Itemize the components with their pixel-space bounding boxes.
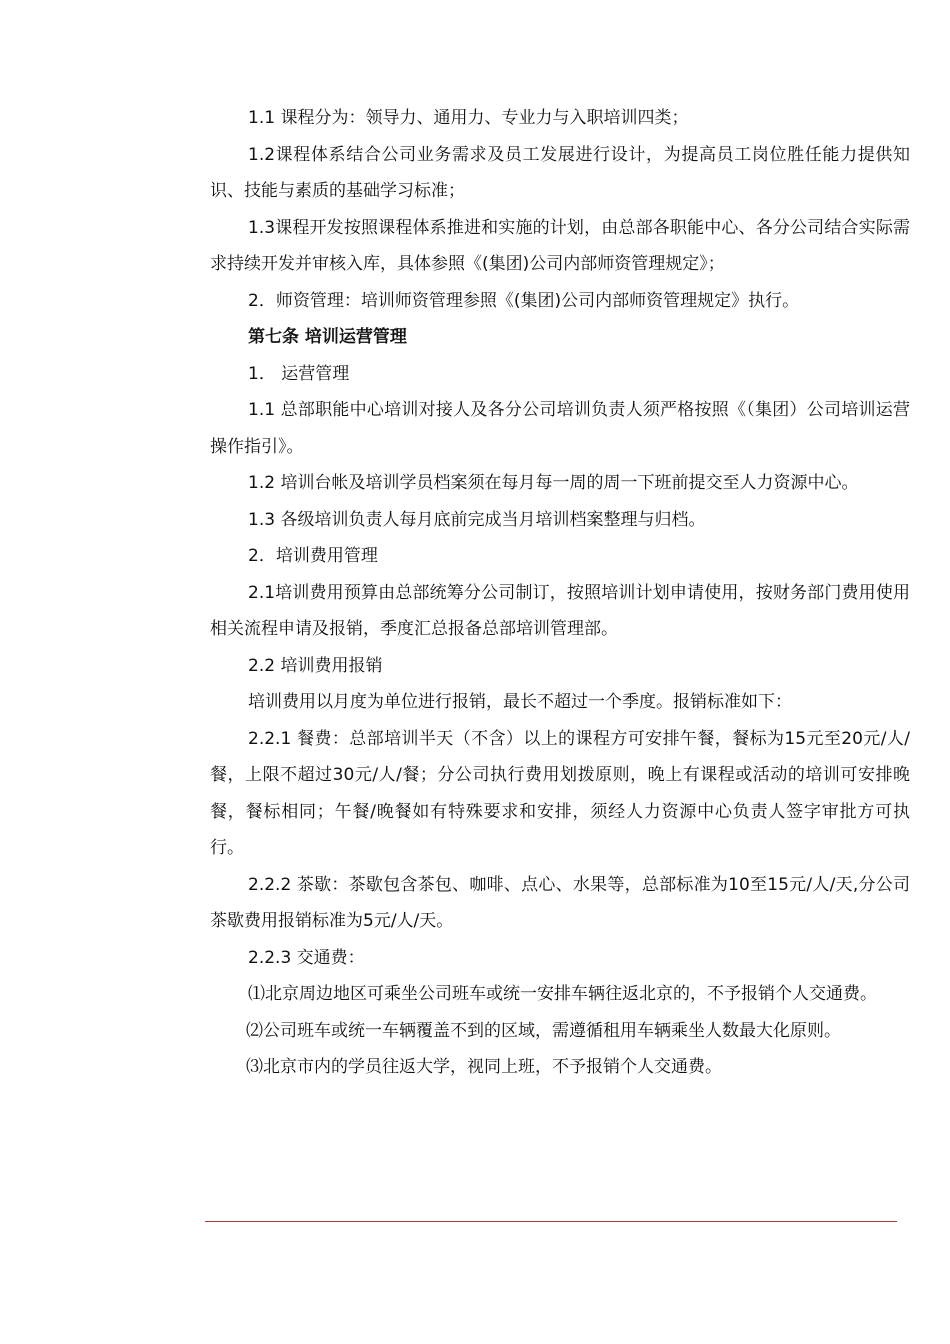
list-item-transport-1: ⑴北京周边地区可乘坐公司班车或统一安排车辆往返北京的，不予报销个人交通费。: [248, 984, 877, 1004]
section-2-2-reimbursement-heading: 2.2 培训费用报销: [248, 655, 383, 676]
paragraph-2-2-2-tea-break: 2.2.2 茶歇：茶歇包含茶包、咖啡、点心、水果等，总部标准为10至15元/人/天,分公司茶歇费用报销标准为5元/人/天。: [210, 874, 910, 931]
footer-divider: [205, 1221, 897, 1222]
paragraph-2-1-budget: 2.1培训费用预算由总部统筹分公司制订，按照培训计划申请使用，按财务部门费用使用相关流程申请及报销，季度汇总报备总部培训管理部。: [210, 582, 910, 639]
list-item-transport-2: ⑵公司班车或统一车辆覆盖不到的区域，需遵循租用车辆乘坐人数最大化原则。: [246, 1020, 841, 1041]
section-1-operations-heading: 1． 运营管理: [248, 363, 350, 384]
article-7-heading: 第七条 培训运营管理: [248, 327, 407, 347]
paragraph-1-2-course-system: 1.2课程体系结合公司业务需求及员工发展进行设计，为提高员工岗位胜任能力提供知识、技能与素质的基础学习标准；: [210, 144, 910, 201]
paragraph-1-3-course-development: 1.3课程开发按照课程体系推进和实施的计划，由总部各职能中心、各分公司结合实际需求持续开发并审核入库，具体参照《(集团)公司内部师资管理规定》；: [210, 217, 910, 274]
paragraph-1-1-course-categories: 1.1 课程分为：领导力、通用力、专业力与入职培训四类；: [248, 108, 689, 128]
paragraph-2-2-3-transport-heading: 2.2.3 交通费：: [248, 947, 365, 968]
paragraph-1-3-archiving: 1.3 各级培训负责人每月底前完成当月培训档案整理与归档。: [248, 509, 706, 530]
section-2-cost-management-heading: 2．培训费用管理: [248, 546, 378, 566]
paragraph-reimbursement-intro: 培训费用以月度为单位进行报销，最长不超过一个季度。报销标准如下：: [248, 692, 792, 712]
paragraph-2-instructor-management: 2．师资管理：培训师资管理参照《(集团)公司内部师资管理规定》执行。: [248, 290, 800, 311]
list-item-transport-3: ⑶北京市内的学员往返大学，视同上班，不予报销个人交通费。: [246, 1057, 722, 1077]
document-body: [210, 100, 910, 1086]
paragraph-2-2-1-meals: 2.2.1 餐费：总部培训半天（不含）以上的课程方可安排午餐，餐标为15元至20元/人/餐，上限不超过30元/人/餐；分公司执行费用划拨原则，晚上有课程或活动的培训可安排晚餐，餐标相同；午餐/晚餐如有特殊要求和安排，须经人力资源中心负责人签字审批方可执行。: [210, 728, 910, 858]
paragraph-1-2-training-records: 1.2 培训台帐及培训学员档案须在每月每一周的周一下班前提交至人力资源中心。: [248, 473, 859, 493]
paragraph-1-1-operations-guide: 1.1 总部职能中心培训对接人及各分公司培训负责人须严格按照《（集团）公司培训运营操作指引》。: [210, 400, 910, 457]
